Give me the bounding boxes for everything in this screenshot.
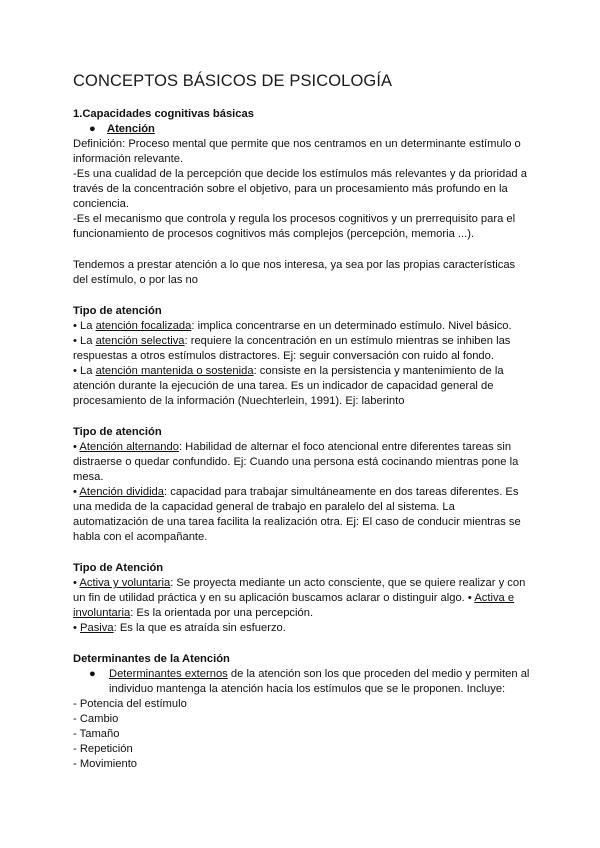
paragraph-mecanismo: -Es el mecanismo que controla y regula los procesos cognitivos y un prerrequisito para el funcionamiento de procesos cognitivos más complejos (percepción, memoria ...). — [73, 213, 516, 240]
section-heading-capacidades: 1.Capacidades cognitivas básicas — [73, 108, 254, 120]
definition-paragraph: Definición: Proceso mental que permite que nos centramos en un determinante estímulo o información relevante. — [73, 138, 521, 165]
paragraph-cualidad: -Es una cualidad de la percepción que decide los estímulos más relevantes y da prioridad a través de la concentración sobre el objetivo, para un procesamiento más profundo en la conciencia. — [73, 168, 527, 210]
paragraph-tendemos: Tendemos a prestar atención a lo que nos interesa, ya sea por las propias características del estímulo, o por las no — [73, 259, 516, 286]
section-heading-tipo-1: Tipo de atención — [73, 305, 162, 317]
bullet-icon: ● — [89, 123, 96, 135]
list-item: - Movimiento — [73, 758, 138, 770]
bullet-determinantes-externos: ● Determinantes externos de la atención son los que proceden del medio y permiten al individuo mantenga la atención hacia los estímulos que se le proponen. Incluye: — [89, 668, 530, 695]
section-heading-determinantes: Determinantes de la Atención — [73, 653, 230, 665]
list-item-alternando: • Atención alternando: Habilidad de alternar el foco atencional entre diferentes tareas sin distraerse o quedar confundido. Ej: Cuando una persona está cocinando mientras pone la mesa. — [73, 441, 519, 483]
list-item: - Cambio — [73, 713, 119, 725]
list-item-pasiva: • Pasiva: Es la que es atraída sin esfuerzo. — [73, 622, 286, 634]
section-heading-tipo-2: Tipo de atención — [73, 426, 162, 438]
term-alternando: Atención alternando — [79, 441, 179, 453]
bullet-atencion — [73, 122, 533, 137]
term-pasiva: Pasiva — [80, 622, 114, 634]
term-activa-voluntaria: Activa y voluntaria — [79, 577, 171, 589]
subheading-atencion: Atención — [107, 123, 155, 135]
list-item: - Tamaño — [73, 728, 120, 740]
term-selectiva: atención selectiva — [95, 335, 185, 347]
term-focalizada: atención focalizada — [95, 320, 192, 332]
term-mantenida: atención mantenida o sostenida — [95, 365, 254, 377]
term-activa-involuntaria: Activa e involuntaria — [73, 592, 515, 619]
term-determinantes-externos: Determinantes externos — [109, 668, 228, 680]
list-item: - Repetición — [73, 743, 133, 755]
list-item-selectiva: • La atención selectiva: requiere la concentración en un estímulo mientras se inhiben las respuestas a otros estímulos distractores. Ej: seguir conversación con ruido al fondo. — [73, 335, 511, 362]
list-item: - Potencia del estímulo — [73, 698, 187, 710]
list-item-mantenida: • La atención mantenida o sostenida: consiste en la persistencia y mantenimiento de la atención durante la ejecución de una tarea. Es un indicador de capacidad general de procesamiento de la información (Nuechterlein, 1991). Ej: laberinto — [73, 365, 504, 407]
term-dividida: Atención dividida — [79, 486, 165, 498]
list-item-dividida: • Atención dividida: capacidad para trabajar simultáneamente en dos tareas diferentes. Es una medida de la capacidad general de trabajo en paralelo del al sistema. La automatización de una tarea facilita la realización otra. Ej: El caso de conducir mientras se habla con el acompañante. — [73, 486, 521, 543]
section-heading-tipo-3: Tipo de Atención — [73, 562, 164, 574]
document-body — [73, 107, 533, 772]
list-item-activa-voluntaria: • Activa y voluntaria: Se proyecta mediante un acto consciente, que se quiere realizar y con un fin de utilidad práctica y en su aplicación buscamos aclarar o distinguir algo. • Activa e involuntaria: Es la orientada por una percepción. — [73, 577, 526, 619]
page-title: CONCEPTOS BÁSICOS DE PSICOLOGÍA — [73, 72, 393, 90]
bullet-icon: ● — [89, 668, 96, 680]
list-item-focalizada: • La atención focalizada: implica concentrarse en un determinado estímulo. Nivel básico. — [73, 320, 512, 332]
